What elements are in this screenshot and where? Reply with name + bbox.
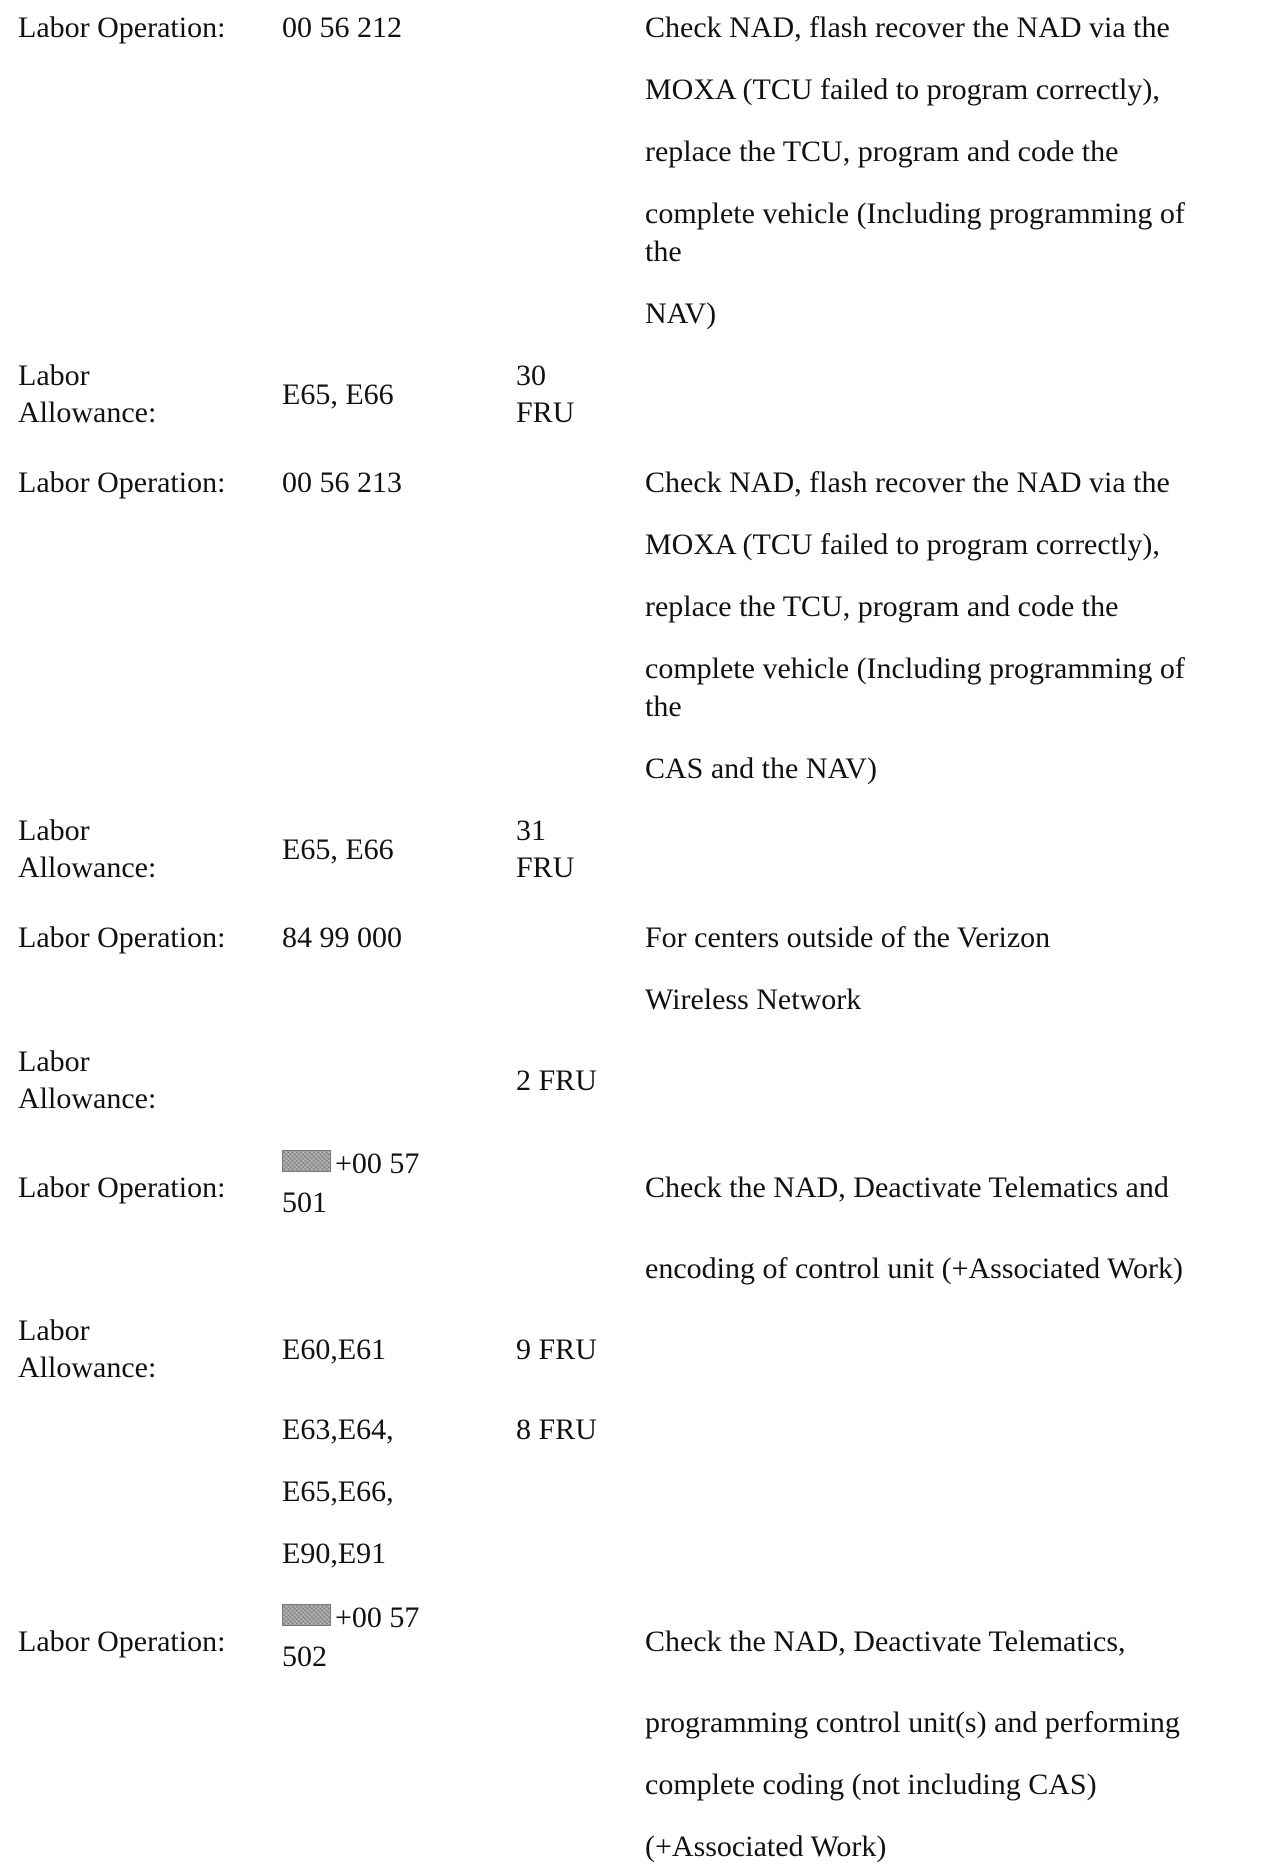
row-8-desc-line-2: complete coding (not including CAS)	[645, 1768, 1097, 1801]
row-0-desc-line-1: MOXA (TCU failed to program correctly),	[645, 73, 1160, 106]
row-1-models: E65, E66	[282, 378, 394, 411]
row-2-desc-line-3: complete vehicle (Including programming of	[645, 652, 1185, 685]
row-1-allowance-label-2: Allowance:	[18, 396, 157, 429]
row-5-allowance-label-2: Allowance:	[18, 1082, 157, 1115]
row-2-op-code: 00 56 213	[282, 466, 402, 499]
row-2-desc-line-4: the	[645, 690, 682, 723]
row-2-desc-line-1: MOXA (TCU failed to program correctly),	[645, 528, 1160, 561]
row-1-allowance-label-1: Labor	[18, 359, 90, 392]
row-7-allowance-label-2: Allowance:	[18, 1351, 157, 1384]
row-7-allowance-label-1: Labor	[18, 1314, 90, 1347]
new-badge-icon	[282, 1604, 331, 1626]
row-0-desc-line-4: the	[645, 235, 682, 268]
row-5-fru: 2 FRU	[516, 1064, 597, 1097]
row-3-fru-1: 31	[516, 814, 546, 847]
row-7-models-line-3: E90,E91	[282, 1537, 387, 1570]
row-2-desc-line-0: Check NAD, flash recover the NAD via the	[645, 466, 1170, 499]
row-7-models-line-2: E65,E66,	[282, 1475, 394, 1508]
row-5-allowance-label-1: Labor	[18, 1045, 90, 1078]
row-1-fru-2: FRU	[516, 396, 575, 429]
row-2-op-label: Labor Operation:	[18, 466, 226, 499]
row-6-op-label: Labor Operation:	[18, 1171, 226, 1204]
row-6-op-code-line-1	[282, 1149, 419, 1179]
row-0-op-label: Labor Operation:	[18, 11, 226, 44]
row-4-desc-line-1: Wireless Network	[645, 983, 862, 1016]
row-3-fru-2: FRU	[516, 851, 575, 884]
row-3-allowance-label-2: Allowance:	[18, 851, 157, 884]
row-2-desc-line-2: replace the TCU, program and code the	[645, 590, 1119, 623]
row-0-desc-line-0: Check NAD, flash recover the NAD via the	[645, 11, 1170, 44]
row-8-op-code-line-1	[282, 1603, 419, 1633]
row-8-desc-line-3: (+Associated Work)	[645, 1830, 887, 1863]
row-4-desc-line-0: For centers outside of the Verizon	[645, 921, 1051, 954]
row-6-desc-line-0: Check the NAD, Deactivate Telematics and	[645, 1171, 1169, 1204]
row-6-op-code-2: 501	[282, 1186, 327, 1219]
row-4-op-code: 84 99 000	[282, 921, 402, 954]
new-badge-icon	[282, 1150, 331, 1172]
row-8-op-code-1: +00 57	[335, 1601, 420, 1634]
row-8-op-code-2: 502	[282, 1640, 327, 1673]
row-7-models-line-0: E60,E61	[282, 1333, 387, 1366]
row-3-allowance-label-1: Labor	[18, 814, 90, 847]
row-7-models-line-1: E63,E64,	[282, 1413, 394, 1446]
row-8-op-label: Labor Operation:	[18, 1625, 226, 1658]
row-3-models: E65, E66	[282, 833, 394, 866]
row-7-fru-0: 9 FRU	[516, 1333, 597, 1366]
row-0-desc-line-3: complete vehicle (Including programming of	[645, 197, 1185, 230]
row-0-op-code: 00 56 212	[282, 11, 402, 44]
row-6-op-code-1: +00 57	[335, 1147, 420, 1180]
row-6-desc-line-1: encoding of control unit (+Associated Work)	[645, 1252, 1183, 1285]
row-1-fru-1: 30	[516, 359, 546, 392]
row-2-desc-line-5: CAS and the NAV)	[645, 752, 877, 785]
row-8-desc-line-1: programming control unit(s) and performing	[645, 1706, 1180, 1739]
row-0-desc-line-5: NAV)	[645, 297, 717, 330]
row-8-desc-line-0: Check the NAD, Deactivate Telematics,	[645, 1625, 1126, 1658]
row-0-desc-line-2: replace the TCU, program and code the	[645, 135, 1119, 168]
row-4-op-label: Labor Operation:	[18, 921, 226, 954]
row-7-fru-1: 8 FRU	[516, 1413, 597, 1446]
